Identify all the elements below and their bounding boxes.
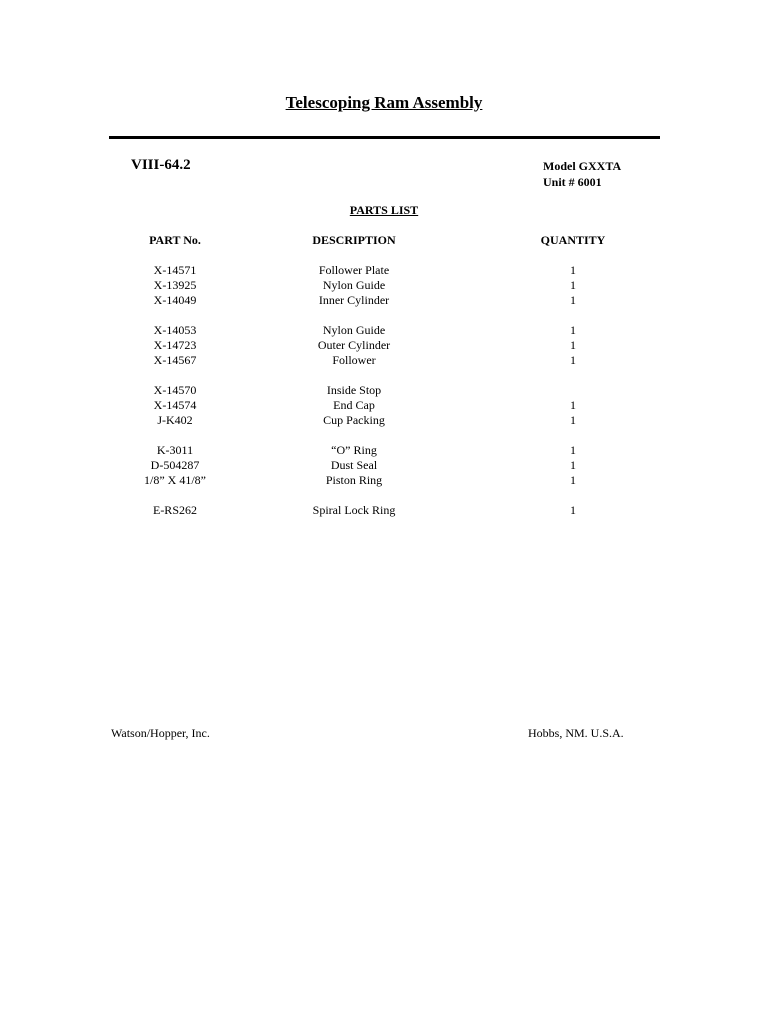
part-number-cell: K-3011 [156,443,194,457]
description-cell: Follower Plate [318,263,390,277]
table-row [0,263,768,278]
table-row [0,338,768,353]
parts-group [0,263,768,308]
table-row [0,398,768,413]
quantity-cell: 1 [570,458,576,472]
table-row [0,323,768,338]
document-title: Telescoping Ram Assembly [285,93,483,112]
quantity-cell: 1 [570,353,576,367]
table-row [0,503,768,518]
description-cell: End Cap [333,398,375,412]
description-cell: Cup Packing [323,413,385,427]
parts-group [0,383,768,428]
table-row [0,293,768,308]
part-number-cell: D-504287 [150,458,200,472]
company-name: Watson/Hopper, Inc. [111,726,210,740]
header-part-number: PART No. [149,233,201,247]
parts-group [0,443,768,488]
part-number-cell: X-14053 [153,323,197,337]
unit-label: Unit # 6001 [543,175,602,189]
model-info [543,158,621,190]
description-cell: Inside Stop [326,383,382,397]
model-label: Model GXXTA [543,159,622,173]
title-divider [109,136,660,139]
company-location: Hobbs, NM. U.S.A. [528,726,624,740]
parts-list-title: PARTS LIST [349,203,419,217]
part-number-cell: X-14571 [153,263,197,277]
quantity-cell: 1 [570,398,576,412]
quantity-cell: 1 [570,503,576,517]
part-number-cell: J-K402 [157,413,193,427]
quantity-cell: 1 [570,473,576,487]
description-cell: Piston Ring [325,473,383,487]
description-cell: Nylon Guide [322,323,386,337]
header-quantity: QUANTITY [540,233,606,247]
parts-group [0,503,768,518]
part-number-cell: X-14574 [153,398,197,412]
quantity-cell: 1 [570,263,576,277]
table-row [0,458,768,473]
part-number-cell: X-14567 [153,353,197,367]
document-number: VIII-64.2 [131,157,191,173]
description-cell: Follower [332,353,376,367]
table-row [0,353,768,368]
part-number-cell: X-14570 [153,383,197,397]
table-row [0,278,768,293]
quantity-cell: 1 [570,293,576,307]
description-cell: Inner Cylinder [318,293,390,307]
quantity-cell: 1 [570,413,576,427]
part-number-cell: 1/8” X 41/8” [144,473,206,487]
part-number-cell: E-RS262 [152,503,197,517]
quantity-cell: 1 [570,323,576,337]
table-row [0,383,768,398]
part-number-cell: X-14723 [153,338,197,352]
description-cell: “O” Ring [331,443,377,457]
quantity-cell: 1 [570,338,576,352]
part-number-cell: X-13925 [153,278,197,292]
table-row [0,413,768,428]
quantity-cell: 1 [570,443,576,457]
table-row [0,443,768,458]
part-number-cell: X-14049 [153,293,197,307]
parts-table [0,263,768,533]
description-cell: Dust Seal [330,458,378,472]
parts-group [0,323,768,368]
description-cell: Outer Cylinder [317,338,391,352]
description-cell: Nylon Guide [322,278,386,292]
quantity-cell: 1 [570,278,576,292]
header-description: DESCRIPTION [312,233,396,247]
table-row [0,473,768,488]
description-cell: Spiral Lock Ring [312,503,396,517]
